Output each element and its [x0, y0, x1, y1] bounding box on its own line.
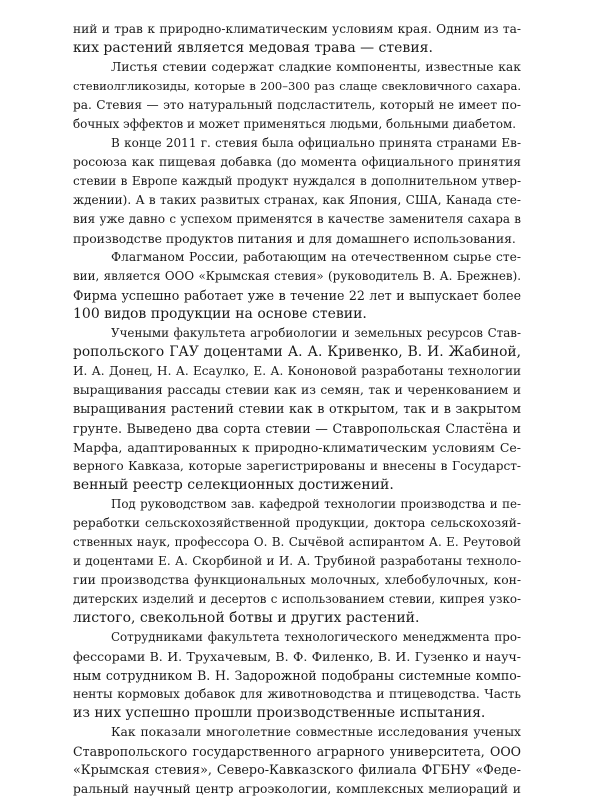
paragraph — [73, 723, 521, 799]
text-line: Листья стевии содержат сладкие компоненты, известные как — [111, 60, 521, 74]
text-line: ственных наук, профессора О. В. Сычёвой аспирантом А. Е. Реутовой — [73, 535, 521, 549]
body-text — [73, 20, 521, 799]
text-line: вии, является ООО «Крымская стевия» (руководитель В. А. Брежнев). — [73, 269, 521, 283]
text-line: ральный научный центр агроэкологии, комплексных мелиораций и — [73, 782, 521, 796]
text-line: из них успешно прошли производственные испытания. — [73, 705, 486, 721]
text-line: ропольского ГАУ доцентами А. А. Кривенко, В. И. Жабиной, — [73, 344, 521, 360]
paragraph — [73, 495, 521, 628]
text-line: ненты кормовых добавок для животноводства и птицеводства. Часть — [73, 687, 521, 701]
text-line: венный реестр селекционных достижений. — [73, 477, 394, 493]
text-line: Марфа, адаптированных к природно-климатическим условиям Се- — [73, 440, 521, 455]
text-line: вия уже давно с успехом применятся в качестве заменителя сахара в — [73, 212, 521, 226]
text-line: ждении). А в таких развитых странах, как Япония, США, Канада сте- — [73, 193, 521, 207]
text-line: В конце 2011 г. стевия была официально принята странами Ев- — [111, 136, 521, 150]
text-line: Под руководством зав. кафедрой технологии производства и пе- — [111, 497, 521, 511]
text-line: Учеными факультета агробиологии и земельных ресурсов Став- — [111, 326, 521, 340]
text-line: выращивания рассады стевии как из семян, так и черенкованием и — [73, 383, 521, 397]
text-line: реработки сельскохозяйственной продукции, доктора сельскохозяй- — [73, 516, 521, 530]
text-line: ра. Стевия — это натуральный подсластитель, который не имеет по- — [73, 98, 521, 112]
text-line: грунте. Выведено два сорта стевии — Ставропольская Сластёна и — [73, 421, 521, 436]
text-line: Ставропольского государственного аграрного университета, ООО — [73, 744, 521, 759]
paragraph — [73, 58, 521, 134]
text-line: ких растений является медовая трава — стевия. — [73, 40, 433, 56]
text-line: Фирма успешно работает уже в течение 22 лет и выпускает более — [73, 288, 521, 303]
text-line: Как показали многолетние совместные исследования ученых — [111, 725, 521, 739]
text-line: И. А. Донец, Н. А. Есаулко, Е. А. Кононовой разработаны технологии — [73, 364, 521, 378]
text-line: ний и трав к природно-климатическим условиям края. Одним из та- — [73, 22, 521, 36]
text-line: и доцентами Е. А. Скорбиной и И. А. Трубиной разработаны техноло- — [73, 554, 521, 568]
text-line: гии производства функциональных молочных, хлебобулочных, кон- — [73, 573, 521, 587]
text-line: стевиолгликозиды, которые в 200–300 раз слаще свекловичного сахара. — [73, 79, 521, 93]
text-line: листого, свекольной ботвы и других растений. — [73, 610, 420, 626]
paragraph — [73, 248, 521, 324]
text-line: росоюза как пищевая добавка (до момента официального принятия — [73, 155, 521, 169]
text-line: фессорами В. И. Трухачевым, В. Ф. Филенко, В. И. Гузенко и науч- — [73, 649, 521, 664]
text-line: дитерских изделий и десертов с использованием стевии, кипрея узко- — [73, 592, 521, 606]
text-line: Флагманом России, работающим на отечественном сырье сте- — [111, 250, 521, 264]
text-line: Сотрудниками факультета технологического менеджмента про- — [111, 630, 521, 644]
text-line: стевии в Европе каждый продукт нуждался в дополнительном утвер- — [73, 174, 521, 188]
text-line: производстве продуктов питания и для домашнего использования. — [73, 231, 516, 246]
text-line: выращивания растений стевии как в открытом, так и в закрытом — [73, 402, 521, 417]
text-line: 100 видов продукции на основе стевии. — [73, 306, 367, 322]
paragraph — [73, 20, 521, 58]
text-line: верного Кавказа, которые зарегистрированы и внесены в Государст- — [73, 459, 521, 473]
text-line: ным сотрудником В. Н. Задорожной подобраны системные компо- — [73, 668, 521, 683]
paragraph — [73, 628, 521, 723]
text-line: бочных эффектов и может применяться людьми, больными диабетом. — [73, 117, 517, 131]
text-line: «Крымская стевия», Северо-Кавказского филиала ФГБНУ «Феде- — [73, 763, 521, 778]
paragraph — [73, 324, 521, 495]
paragraph — [73, 134, 521, 248]
